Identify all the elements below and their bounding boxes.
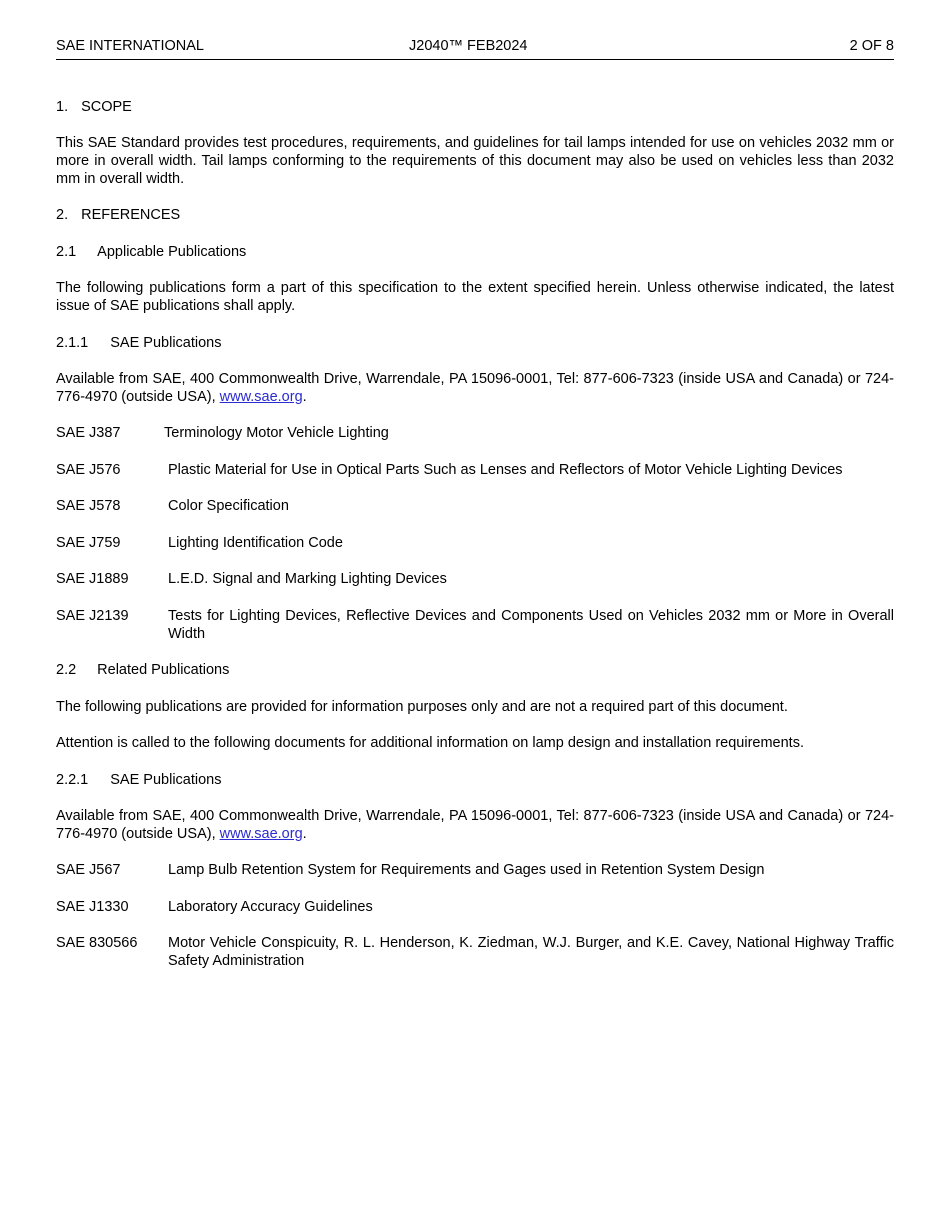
reference-code: SAE J567 — [56, 862, 121, 878]
section-references-heading — [56, 206, 894, 224]
section-number: 2.1 — [56, 244, 77, 260]
section-title: SCOPE — [81, 99, 132, 115]
reference-title: L.E.D. Signal and Marking Lighting Devices — [168, 571, 447, 587]
section-title: SAE Publications — [110, 772, 222, 788]
section-applicable-heading — [56, 243, 894, 261]
section-title: Related Publications — [97, 662, 230, 678]
section-number: 2.2.1 — [56, 772, 89, 788]
document-page — [56, 38, 894, 969]
page-header — [56, 38, 894, 60]
reference-code: SAE J1330 — [56, 899, 129, 915]
header-document-id: J2040™ FEB2024 — [409, 38, 528, 54]
reference-title: Terminology Motor Vehicle Lighting — [164, 425, 389, 441]
section-title: SAE Publications — [110, 335, 222, 351]
scope-paragraph: This SAE Standard provides test procedures, requirements, and guidelines for tail lamps intended for use on vehicles 2032 mm or more in overall width. Tail lamps conforming to the requirements of this document may also be used on vehicles less than 2032 mm in overall width. — [56, 135, 894, 187]
availability-text: Available from SAE, 400 Commonwealth Drive, Warrendale, PA 15096-0001, Tel: 877-606-7323 (inside USA and Canada) or 724-776-4970 (outside USA), — [56, 808, 894, 842]
reference-code: SAE 830566 — [56, 935, 138, 951]
related-paragraph-2: Attention is called to the following documents for additional information on lamp design and installation requirements. — [56, 735, 804, 751]
section-title: REFERENCES — [81, 207, 181, 223]
reference-title: Lighting Identification Code — [168, 535, 343, 551]
section-scope-heading — [56, 98, 894, 116]
reference-title: Lamp Bulb Retention System for Requirements and Gages used in Retention System Design — [168, 862, 765, 878]
section-number: 2. — [56, 207, 69, 223]
availability-paragraph — [56, 370, 894, 406]
section-sae-publications-heading — [56, 334, 894, 352]
reference-code: SAE J759 — [56, 535, 121, 551]
section-number: 2.1.1 — [56, 335, 89, 351]
availability-text: Available from SAE, 400 Commonwealth Drive, Warrendale, PA 15096-0001, Tel: 877-606-7323 (inside USA and Canada) or 724-776-4970 (outside USA), — [56, 371, 894, 405]
related-paragraph-1: The following publications are provided for information purposes only and are not a required part of this document. — [56, 699, 788, 715]
reference-title: Plastic Material for Use in Optical Parts Such as Lenses and Reflectors of Motor Vehicle Lighting Devices — [168, 462, 843, 478]
reference-code: SAE J1889 — [56, 571, 129, 587]
section-number: 2.2 — [56, 662, 77, 678]
section-related-heading — [56, 661, 894, 679]
reference-title: Motor Vehicle Conspicuity, R. L. Henderson, K. Ziedman, W.J. Burger, and K.E. Cavey, National Highway Traffic Safety Administration — [168, 935, 894, 969]
sae-website-link[interactable]: www.sae.org — [219, 389, 303, 405]
reference-code: SAE J578 — [56, 498, 121, 514]
section-related-sae-publications-heading — [56, 771, 894, 789]
header-organization: SAE INTERNATIONAL — [56, 38, 204, 54]
reference-code: SAE J2139 — [56, 608, 129, 624]
availability-suffix: . — [302, 826, 307, 842]
reference-title: Laboratory Accuracy Guidelines — [168, 899, 373, 915]
reference-code: SAE J387 — [56, 425, 121, 441]
reference-title: Tests for Lighting Devices, Reflective Devices and Components Used on Vehicles 2032 mm or More in Overall Width — [168, 608, 894, 642]
availability-suffix: . — [302, 389, 307, 405]
section-number: 1. — [56, 99, 69, 115]
header-page-number: 2 OF 8 — [849, 38, 894, 54]
reference-title: Color Specification — [168, 498, 289, 514]
availability-paragraph-2 — [56, 807, 894, 843]
applicable-paragraph: The following publications form a part of this specification to the extent specified herein. Unless otherwise indicated, the latest issue of SAE publications shall apply. — [56, 280, 894, 314]
section-title: Applicable Publications — [97, 244, 247, 260]
reference-code: SAE J576 — [56, 462, 121, 478]
sae-website-link[interactable]: www.sae.org — [219, 826, 303, 842]
